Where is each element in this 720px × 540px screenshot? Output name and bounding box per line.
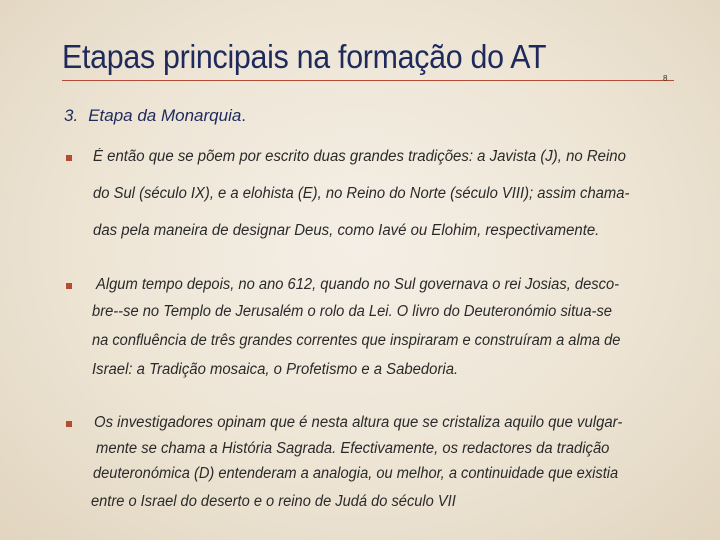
section-heading [64,106,246,126]
bullet-3-line-1: Os investigadores opinam que é nesta altura que se cristaliza aquilo que vulgar- [94,414,623,431]
bullet-3-line-4: entre o Israel do deserto e o reino de Judá do século VII [91,493,456,510]
bullet-3-line-3: deuteronómica (D) entenderam a analogia, ou melhor, a continuidade que existia [93,465,619,482]
bullet-3-line-2: mente se chama a História Sagrada. Efectivamente, os redactores da tradição [96,440,610,457]
slide-title: Etapas principais na formação do AT [62,38,547,75]
section-number: 3. [64,106,79,125]
bullet-2-line-1: Algum tempo depois, no ano 612, quando no Sul governava o rei Josias, desco- [96,276,620,293]
bullet-1-line-2: do Sul (século IX), e a elohista (E), no Reino do Norte (século VIII); assim chama- [93,185,630,202]
bullet-square-icon [66,155,72,161]
bullet-square-icon [66,283,72,289]
bullet-1-line-1: É então que se põem por escrito duas grandes tradições: a Javista (J), no Reino [93,148,626,165]
title-divider [62,80,674,81]
bullet-2-line-4: Israel: a Tradição mosaica, o Profetismo e a Sabedoria. [92,361,459,378]
bullet-2-line-2: bre--se no Templo de Jerusalém o rolo da Lei. O livro do Deuteronómio situa-se [92,303,613,320]
section-suffix: . [241,106,247,125]
bullet-square-icon [66,421,72,427]
bullet-1-line-3: das pela maneira de designar Deus, como Iavé ou Elohim, respectivamente. [93,222,600,239]
page-number: 8 [663,74,668,83]
bullet-2-line-3: na confluência de três grandes correntes que inspiraram e construíram a alma de [92,332,621,349]
section-label: Etapa da Monarquia [88,106,242,125]
